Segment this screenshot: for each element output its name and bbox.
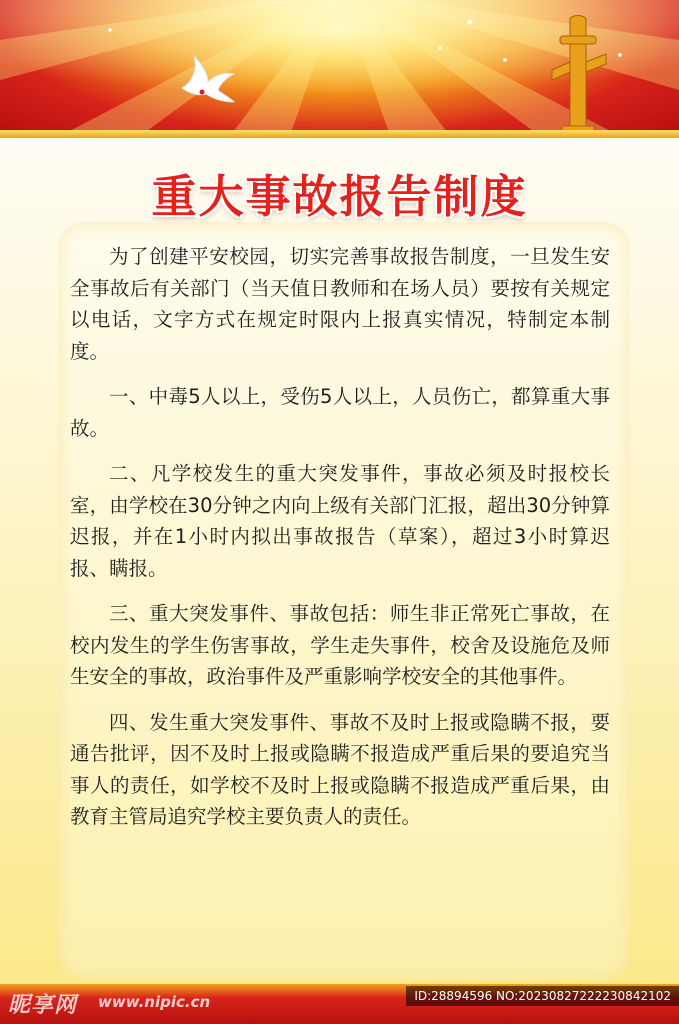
image-id-strip: ID:28894596 NO:20230827222230842102 bbox=[406, 986, 679, 1006]
dove-icon bbox=[178, 52, 238, 106]
huabiao-pillar-icon bbox=[548, 14, 608, 136]
watermark-logo: 昵享网 bbox=[8, 993, 78, 1018]
regulation-body bbox=[70, 241, 610, 847]
watermark-url: www.nipic.cn bbox=[98, 993, 211, 1011]
page-title: 重大事故报告制度 bbox=[151, 170, 528, 223]
intro-paragraph: 为了创建平安校园，切实完善事故报告制度，一旦发生安全事故后有关部门（当天值日教师和在场人员）要按有关规定以电话，文字方式在规定时限内上报真实情况，特制定本制度。 bbox=[70, 245, 610, 363]
header-banner bbox=[0, 0, 679, 136]
clause-1: 一、中毒5人以上，受伤5人以上，人员伤亡，都算重大事故。 bbox=[70, 385, 610, 440]
clause-3: 三、重大突发事件、事故包括：师生非正常死亡事故，在校内发生的学生伤害事故，学生走失事件，校舍及设施危及师生安全的事故，政治事件及严重影响学校安全的其他事件。 bbox=[70, 602, 610, 688]
clause-2: 二、凡学校发生的重大突发事件，事故必须及时报校长室，由学校在30分钟之内向上级有关部门汇报，超出30分钟算迟报，并在1小时内拟出事故报告（草案），超过3小时算迟报、瞒报。 bbox=[70, 462, 610, 580]
clause-4: 四、发生重大突发事件、事故不及时上报或隐瞒不报，要通告批评，因不及时上报或隐瞒不报造成严重后果的要追究当事人的责任，如学校不及时上报或隐瞒不报造成严重后果，由教育主管局追究学校主要负责人的责任。 bbox=[70, 710, 610, 828]
header-divider bbox=[0, 130, 679, 138]
